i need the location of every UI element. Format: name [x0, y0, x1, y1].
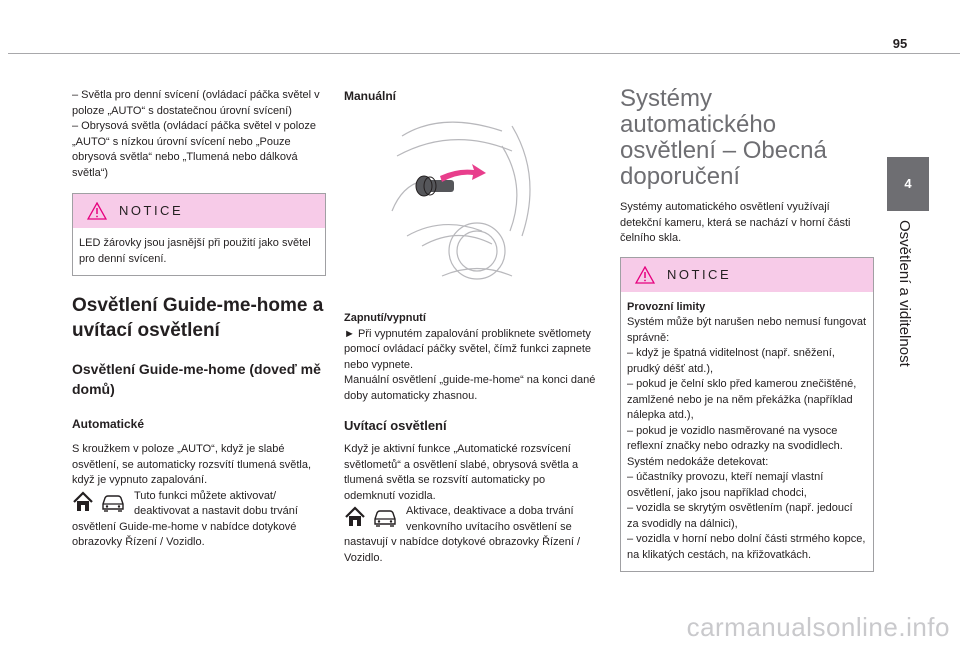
notice-label-3: NOTICE — [667, 266, 732, 282]
welcome-text: Když je aktivní funkce „Automatické rozsvícení světlometů“ a osvětlení slabé, obrysová světla a tlumená světla se rozsvítí automaticky po odemknutí vozidla. — [344, 443, 579, 502]
intro-item-2: – Obrysová světla (ovládací páčka světel v poloze „AUTO“ s nízkou úrovní svícení nebo „Pouze obrysová světla“ nebo „Tlumená nebo dálková světla“) — [72, 120, 316, 179]
watermark: carmanualsonline.info — [686, 612, 950, 642]
subsection-heading: Osvětlení Guide-me-home (doveď mě domů) — [72, 361, 321, 397]
top-rule — [8, 53, 960, 54]
switch-heading: Zapnutí/vypnutí — [344, 312, 426, 324]
notice-header — [73, 194, 325, 228]
car-settings-icon — [372, 506, 398, 528]
switch-text-2: Manuální osvětlení „guide-me-home“ na konci dané doby automaticky zhasnou. — [344, 374, 596, 402]
notice-box-3 — [620, 257, 874, 573]
light-stalk-illustration — [382, 116, 542, 281]
notice-title: Provozní limity — [627, 300, 706, 313]
home-icon — [72, 491, 94, 513]
section-heading: Osvětlení Guide-me-home a uvítací osvětlení — [72, 295, 324, 341]
auto-text: S kroužkem v poloze „AUTO“, když je slabé osvětlení, se automaticky rozsvítí tlumená světla, když je vypnuto zapalování. — [72, 443, 312, 486]
warning-icon — [87, 202, 107, 220]
notice-line-4: – pokud je vozidlo nasměrované na vysoce reflexní značky nebo odrazky na svodidlech. — [627, 424, 843, 452]
icons-paragraph-2 — [344, 504, 598, 566]
icon-group-2 — [344, 506, 398, 528]
chapter-tab[interactable] — [887, 157, 929, 211]
home-icon — [344, 506, 366, 528]
notice-line-8: – vozidla v horní nebo dolní části strmého kopce, na klikatých cestách, na křižovatkách. — [627, 533, 866, 561]
chapter-title: Osvětlení a viditelnost — [896, 220, 913, 367]
welcome-heading: Uvítací osvětlení — [344, 418, 447, 433]
column-2 — [344, 88, 598, 566]
icon-group — [72, 491, 126, 513]
manual-heading: Manuální — [344, 89, 397, 103]
notice-line-3: – pokud je čelní sklo před kamerou znečištěné, zamlžené nebo je na něm překážka (například nálepka atd.), — [627, 378, 857, 421]
notice-line-5: Systém nedokáže detekovat: — [627, 455, 769, 468]
notice-box — [72, 193, 326, 276]
notice-header-3 — [621, 258, 873, 292]
icons-text-2: Aktivace, deaktivace a doba trvání venkovního uvítacího osvětlení se nastavují v nabídce dotykové obrazovky Řízení / Vozidlo. — [344, 505, 581, 564]
notice-text: LED žárovky jsou jasnější při použití jako světel pro denní svícení. — [79, 237, 311, 265]
notice-line-6: – účastníky provozu, kteří nemají vlastní osvětlení, jako jsou například chodci, — [627, 471, 824, 499]
icons-paragraph — [72, 489, 326, 551]
notice-line-7: – vozidla se skrytým osvětlením (např. jedoucí za svodidly na dálnici), — [627, 502, 853, 530]
intro-text-3: Systémy automatického osvětlení využívají detekční kameru, která se nachází v horní části čelního skla. — [620, 201, 851, 244]
car-settings-icon — [100, 491, 126, 513]
auto-heading: Automatické — [72, 417, 145, 431]
notice-line-2: – když je špatná viditelnost (např. sněžení, prudký déšť atd.), — [627, 347, 835, 375]
section-heading-3: Systémy automatického osvětlení – Obecná doporučení — [620, 85, 827, 190]
switch-text: ► Při vypnutém zapalování probliknete světlomety pomocí ovládací páčky světel, čímž funkci zapnete nebo vypnete. — [344, 327, 592, 371]
intro-item-1: – Světla pro denní svícení (ovládací páčka světel v poloze „AUTO“ s dostatečnou úrovní svícení) — [72, 89, 320, 117]
icons-text: Tuto funkci můžete aktivovat/ deaktivovat a nastavit dobu trvání osvětlení Guide-me-home v nabídce dotykové obrazovky Řízení / Vozidlo. — [72, 489, 298, 548]
chapter-number: 4 — [904, 176, 912, 191]
column-1 — [72, 88, 326, 551]
notice-line-1: Systém může být narušen nebo nemusí fungovat správně: — [627, 316, 867, 344]
notice-label: NOTICE — [119, 203, 184, 219]
warning-icon — [635, 266, 655, 284]
column-3 — [620, 86, 874, 572]
notice-body-3 — [621, 292, 873, 572]
page-number: 95 — [892, 36, 908, 51]
